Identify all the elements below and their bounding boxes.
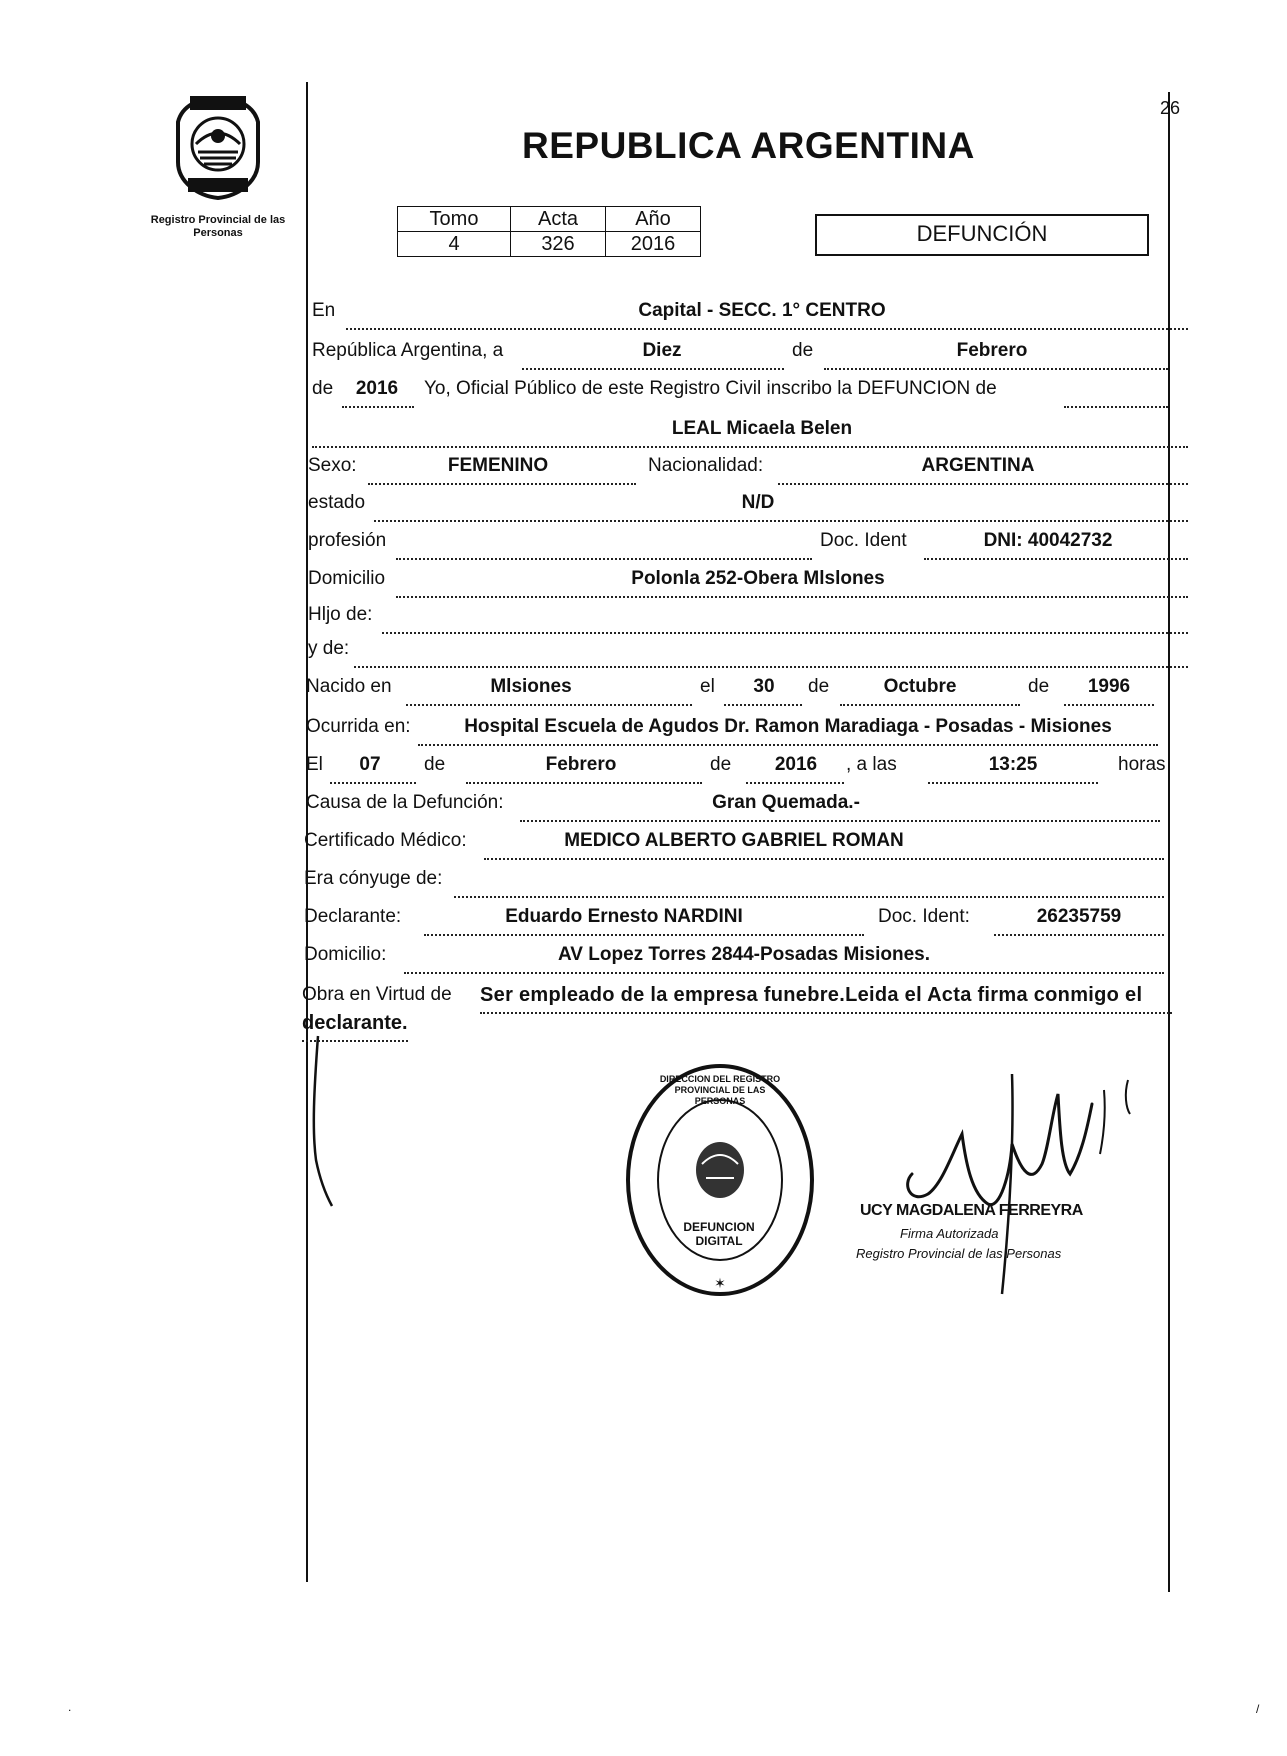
row-domicilio (308, 568, 1188, 594)
nacionalidad-value: ARGENTINA (921, 455, 1035, 476)
signature-name: UCY MAGDALENA FERREYRA (860, 1202, 1083, 1219)
row-yde (308, 638, 1188, 664)
birth-month: Octubre (883, 676, 957, 697)
sexo-value: FEMENINO (447, 455, 549, 476)
acta-header: Acta (511, 207, 606, 232)
tomo-header: Tomo (398, 207, 511, 232)
death-de2-label: de (710, 754, 732, 775)
obra-text2: declarante. (302, 1012, 408, 1034)
handwritten-signature (892, 1054, 1132, 1324)
conyuge-label: Era cónyuge de: (304, 868, 443, 889)
row-estado (308, 492, 1188, 518)
anio-header: Año (606, 207, 701, 232)
row-nacido (306, 676, 1188, 702)
act-type: DEFUNCIÓN (916, 221, 1048, 246)
inscribe-text: Yo, Oficial Público de este Registro Civil inscribo la DEFUNCION de (424, 378, 997, 399)
birth-de2-label: de (1028, 676, 1050, 697)
sexo-label: Sexo: (308, 455, 357, 476)
reference-table (397, 206, 701, 257)
en-label: En (312, 300, 336, 321)
horas-label: horas (1118, 754, 1166, 775)
row-sexo (308, 455, 1188, 481)
causa-label: Causa de la Defunción: (306, 792, 504, 813)
act-type-box (815, 214, 1149, 256)
registry-name: Registro Provincial de las Personas (150, 214, 286, 239)
decl-domicilio-value: AV Lopez Torres 2844-Posadas Misiones. (557, 944, 931, 965)
scan-mark-right: / (1256, 1702, 1260, 1716)
margin-stroke (300, 1030, 340, 1210)
obra-label: Obra en Virtud de (302, 984, 452, 1005)
obra-text: Ser empleado de la empresa funebre.Leida el Acta firma conmigo el (480, 984, 1143, 1006)
nacido-lugar: Mlsiones (490, 676, 572, 697)
page-title: REPUBLICA ARGENTINA (522, 125, 975, 166)
certificado-label: Certificado Médico: (304, 830, 467, 851)
page-number: 26 (1160, 98, 1181, 118)
de2-label: de (312, 378, 334, 399)
certificado-value: MEDICO ALBERTO GABRIEL ROMAN (564, 830, 904, 851)
row-conyuge (304, 868, 1188, 894)
row-causa (306, 792, 1188, 818)
anio-value: 2016 (606, 232, 701, 257)
alas-label: , a las (846, 754, 897, 775)
nacionalidad-label: Nacionalidad: (648, 455, 764, 476)
doc-ident-label: Doc. Ident (820, 530, 907, 551)
domicilio-value: Polonla 252-Obera Mlslones (631, 568, 885, 589)
signature-line1: Firma Autorizada (900, 1226, 999, 1241)
republica-label: República Argentina, a (312, 340, 504, 361)
el2-label: El (306, 754, 323, 775)
month-word: Febrero (956, 340, 1028, 361)
decl-doc-label: Doc. Ident: (878, 906, 970, 927)
doc-ident-value: DNI: 40042732 (983, 530, 1113, 551)
decl-doc-value: 26235759 (1036, 906, 1122, 927)
row-obra (302, 984, 1186, 1044)
de-label: de (792, 340, 814, 361)
row-hijo (308, 604, 1188, 630)
row-death-date (306, 754, 1188, 780)
tomo-value: 4 (398, 232, 511, 257)
birth-day: 30 (753, 676, 775, 697)
decl-domicilio-label: Domicilio: (304, 944, 387, 965)
deceased-name: LEAL Micaela Belen (671, 418, 853, 439)
estado-value: N/D (741, 492, 775, 513)
death-time: 13:25 (988, 754, 1038, 775)
provincial-crest (168, 92, 268, 202)
row-deceased (312, 418, 1188, 444)
year-value: 2016 (355, 378, 399, 399)
profesion-label: profesión (308, 530, 387, 551)
birth-de-label: de (808, 676, 830, 697)
el-label: el (700, 676, 715, 697)
causa-value: Gran Quemada.- (712, 792, 860, 813)
row-decl-domicilio (304, 944, 1188, 970)
day-word: Diez (642, 340, 682, 361)
svg-text:✶: ✶ (714, 1276, 726, 1292)
domicilio-label: Domicilio (308, 568, 386, 589)
yde-label: y de: (308, 638, 350, 659)
row-inscribe (312, 378, 1188, 404)
declarante-label: Declarante: (304, 906, 402, 927)
nacido-label: Nacido en (306, 676, 392, 697)
birth-year: 1996 (1087, 676, 1131, 697)
seal-ring-text: DIRECCION DEL REGISTRO PROVINCIAL DE LAS PERSONAS (659, 1074, 781, 1106)
estado-label: estado (308, 492, 366, 513)
seal-inner-text: DEFUNCION DIGITAL (683, 1220, 755, 1248)
row-ocurrida (306, 716, 1188, 742)
acta-value: 326 (511, 232, 606, 257)
declarante-value: Eduardo Ernesto NARDINI (505, 906, 743, 927)
row-date (312, 340, 1188, 366)
death-month: Febrero (545, 754, 617, 775)
hijo-label: Hljo de: (308, 604, 373, 625)
ocurrida-label: Ocurrida en: (306, 716, 411, 737)
death-de-label: de (424, 754, 446, 775)
scan-mark-left: . (68, 1700, 72, 1714)
row-place (312, 300, 1188, 326)
row-certificado (304, 830, 1188, 856)
place-value: Capital - SECC. 1° CENTRO (638, 300, 886, 321)
row-profesion (308, 530, 1188, 556)
death-year: 2016 (774, 754, 818, 775)
ocurrida-value: Hospital Escuela de Agudos Dr. Ramon Maradiaga - Posadas - Misiones (464, 716, 1112, 737)
row-declarante (304, 906, 1188, 932)
death-day: 07 (359, 754, 381, 775)
signature-line2: Registro Provincial de las Personas (856, 1246, 1062, 1261)
